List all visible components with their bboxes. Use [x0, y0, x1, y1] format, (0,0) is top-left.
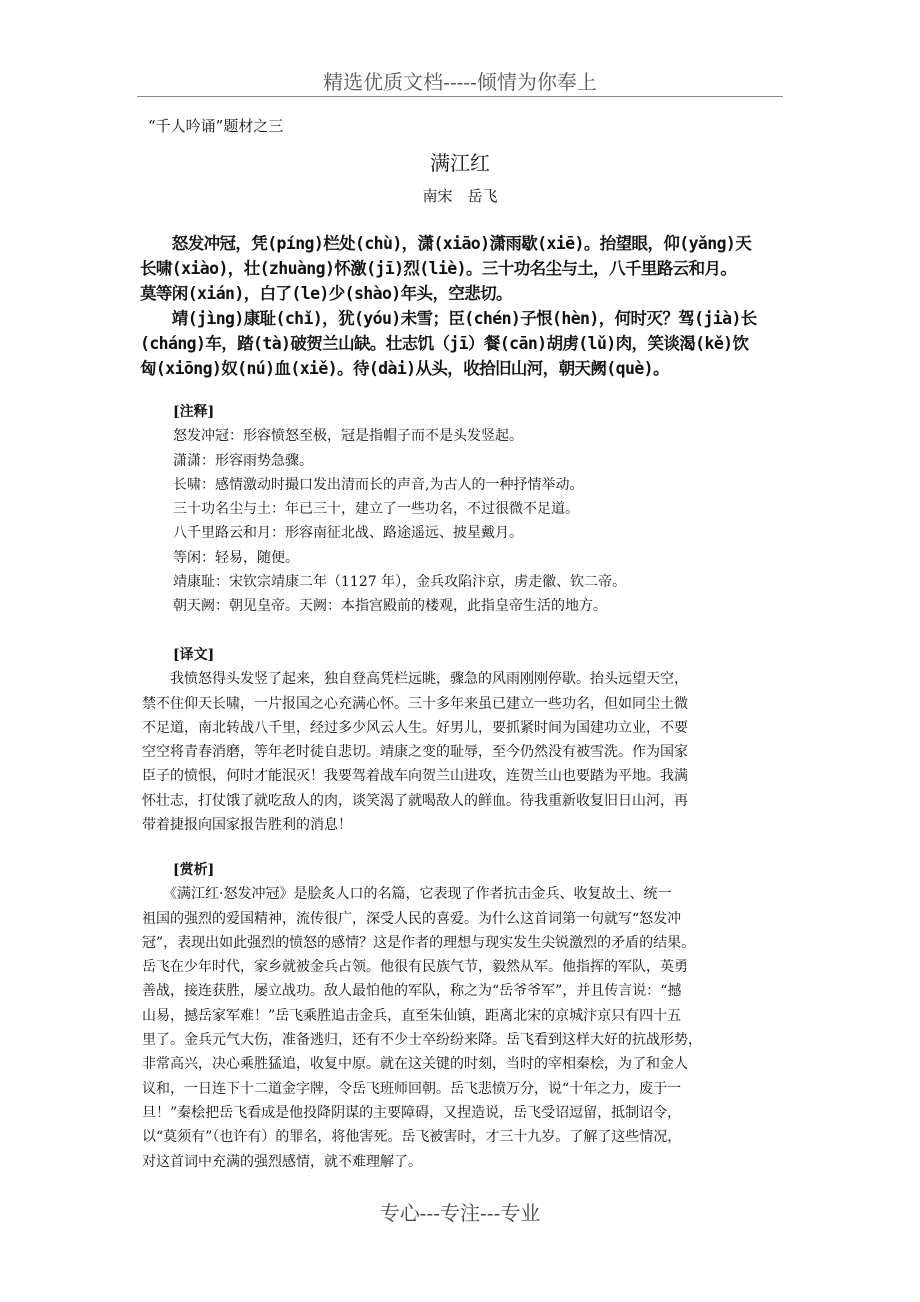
text-line: 议和，一日连下十二道金字牌，令岳飞班师回朝。岳飞悲愤万分，说“十年之力，废于一 [142, 1080, 682, 1097]
text-line: 旦！”秦桧把岳飞看成是他投降阴谋的主要障碍，又捏造说，岳飞受诏逗留，抵制诏令， [142, 1104, 682, 1121]
poem-author: 南宋 岳飞 [422, 187, 498, 205]
text-line: 靖(jìng)康耻(chǐ)，犹(yóu)未雪；臣(chén)子恨(hèn)，何时灭？驾(jià)长 [140, 309, 757, 328]
text-line: 长啸：感情激动时撮口发出清而长的声音,为古人的一种抒情举动。 [173, 476, 584, 493]
text-line: 长啸(xiào)，壮(zhuàng)怀激(jī)烈(liè)。三十功名尘与土，八千里路云和月。 [140, 259, 737, 278]
text-line: 带着捷报向国家报告胜利的消息！ [142, 817, 352, 834]
text-line: 善战，接连获胜，屡立战功。敌人最怕他的军队，称之为“岳爷爷军”，并且传言说：“撼 [142, 983, 682, 1000]
text-line: 岳飞在少年时代，家乡就被金兵占领。他很有民族气节，毅然从军。他指挥的军队，英勇 [142, 959, 688, 976]
page-footer: 专心---专注---专业 [379, 1201, 541, 1225]
text-line: 禁不住仰天长啸，一片报国之心充满心怀。三十多年来虽已建立一些功名，但如同尘土微 [142, 695, 688, 712]
text-line: 八千里路云和月：形容南征北战、路途遥远、披星戴月。 [173, 525, 523, 542]
text-line: 空空将青春消磨，等年老时徒自悲切。靖康之变的耻辱，至今仍然没有被雪洗。作为国家 [142, 744, 688, 761]
subtitle: “千人吟诵”题材之三 [148, 117, 284, 135]
text-line: 莫等闲(xián)，白了(le)少(shào)年头，空悲切。 [140, 284, 512, 303]
poem-title: 满江红 [430, 151, 490, 175]
text-line: 怒发冲冠：形容愤怒至极，冠是指帽子而不是头发竖起。 [173, 428, 523, 445]
text-line: 非常高兴，决心乘胜猛追，收复中原。就在这关键的时刻，当时的宰相秦桧，为了和金人 [142, 1056, 688, 1073]
text-line: 等闲：轻易，随便。 [173, 549, 299, 566]
appreciation-section [142, 858, 812, 1174]
header-divider [137, 96, 783, 97]
text-line: 《满江红·怒发冲冠》是脍炙人口的名篇，它表现了作者抗击金兵、收复故土、统一 [142, 886, 672, 903]
page-header: 精选优质文档-----倾情为你奉上 [323, 70, 597, 94]
text-line: 山易，撼岳家军难！”岳飞乘胜追击金兵，直至朱仙镇，距离北宋的京城汴京只有四十五 [142, 1007, 682, 1024]
notes-section [142, 400, 812, 619]
text-line: 靖康耻：宋钦宗靖康二年（1127 年），金兵攻陷汴京，虏走徽、钦二帝。 [173, 574, 627, 591]
text-line: 祖国的强烈的爱国精神，流传很广，深受人民的喜爱。为什么这首词第一句就写“怒发冲 [142, 910, 682, 927]
poem-text [140, 231, 810, 381]
translation-heading: [译文] [173, 647, 215, 663]
text-line: (cháng)车，踏(tà)破贺兰山缺。壮志饥（jī）餐(cān)胡虏(lǔ)肉，笑谈渴(kě)饮 [140, 334, 749, 353]
text-line: 臣子的愤恨，何时才能泯灭！我要驾着战车向贺兰山进攻，连贺兰山也要踏为平地。我满 [142, 768, 688, 785]
text-line: 匈(xiōng)奴(nú)血(xiě)。待(dài)从头，收拾旧山河，朝天阙(què)。 [140, 359, 669, 378]
text-line: 我愤怒得头发竖了起来，独自登高凭栏远眺，骤急的风雨刚刚停歇。抬头远望天空， [142, 671, 688, 688]
text-line: 怀壮志，打仗饿了就吃敌人的肉，谈笑渴了就喝敌人的鲜血。待我重新收复旧日山河，再 [142, 792, 688, 809]
notes-heading: [注释] [173, 404, 215, 420]
text-line: 对这首词中充满的强烈感情，就不难理解了。 [142, 1153, 422, 1170]
text-line: 以“莫须有”（也许有）的罪名，将他害死。岳飞被害时，才三十九岁。了解了这些情况， [142, 1129, 682, 1146]
text-line: 不足道，南北转战八千里，经过多少风云人生。好男儿，要抓紧时间为国建功立业，不要 [142, 719, 688, 736]
text-line: 潇潇：形容雨势急骤。 [173, 452, 313, 469]
text-line: 怒发冲冠，凭(píng)栏处(chù)，潇(xiāo)潇雨歇(xiē)。抬望眼，仰(yǎng)天 [140, 234, 752, 253]
text-line: 冠”，表现出如此强烈的愤怒的感情？这是作者的理想与现实发生尖锐激烈的矛盾的结果。 [142, 934, 696, 951]
text-line: 里了。金兵元气大伤，准备逃归，还有不少士卒纷纷来降。岳飞看到这样大好的抗战形势， [142, 1032, 702, 1049]
text-line: 三十功名尘与土：年已三十，建立了一些功名，不过很微不足道。 [173, 501, 579, 518]
translation-section [142, 643, 812, 837]
text-line: 朝天阙：朝见皇帝。天阙：本指宫殿前的楼观，此指皇帝生活的地方。 [173, 598, 607, 615]
appreciation-heading: [赏析] [173, 862, 215, 878]
